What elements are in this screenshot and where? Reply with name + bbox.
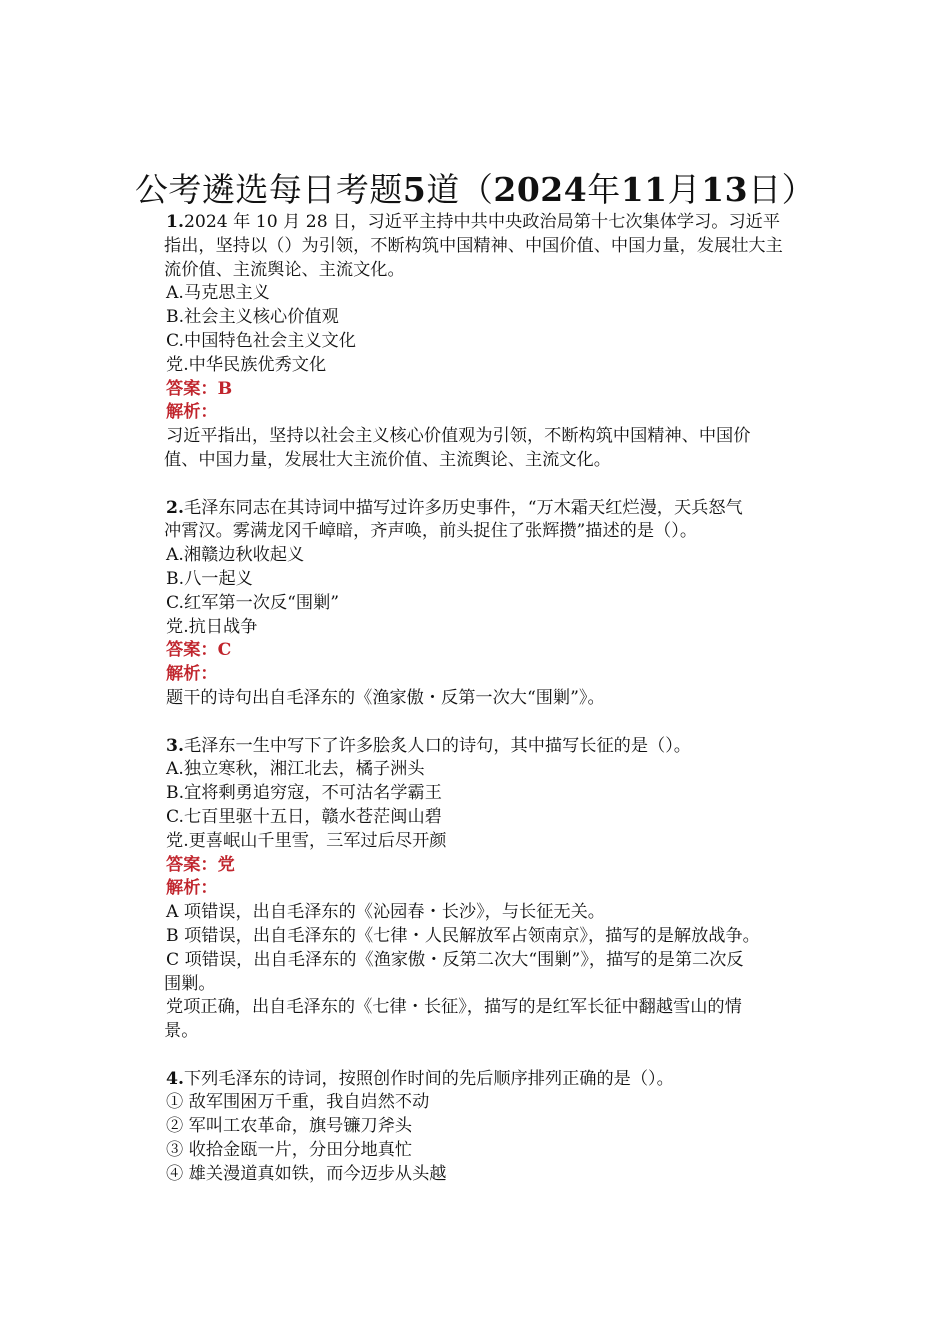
analysis-line: B 项错误，出自毛泽东的《七律・人民解放军占领南京》，描写的是解放战争。 [166, 925, 760, 946]
spacer [166, 1044, 832, 1068]
title-month: 11 [620, 170, 668, 209]
stem-line: 下列毛泽东的诗词，按照创作时间的先后顺序排列正确的是（）。 [183, 1068, 674, 1089]
option-a: A.马克思主义 [166, 283, 270, 304]
option-a: A.独立寒秋，湘江北去，橘子洲头 [166, 759, 425, 780]
item-3: ③ 收拾金瓯一片，分田分地真忙 [166, 1140, 413, 1161]
question-stem [166, 211, 832, 235]
title-year: 2024 [493, 170, 588, 209]
analysis-line: 围剿。 [164, 973, 216, 994]
analysis-label: 解析： [166, 402, 218, 423]
question-number: 1. [166, 212, 184, 232]
stem-line: 流价值、主流舆论、主流文化。 [164, 259, 405, 280]
question-stem [166, 1068, 832, 1092]
stem-line: 指出，坚持以（）为引领，不断构筑中国精神、中国价值、中国力量，发展壮大主 [164, 235, 783, 256]
stem-line: 毛泽东同志在其诗词中描写过许多历史事件，“万木霜天红烂漫，天兵怒气 [183, 497, 743, 518]
question-stem [166, 497, 832, 521]
analysis-line: C 项错误，出自毛泽东的《渔家傲・反第二次大“围剿”》，描写的是第二次反 [166, 949, 744, 970]
option-c: C.中国特色社会主义文化 [166, 330, 356, 351]
question-stem [166, 735, 832, 759]
option-c: C.红军第一次反“围剿” [166, 592, 340, 613]
question-number: 2. [166, 497, 184, 518]
spacer [166, 473, 832, 497]
question-number: 3. [166, 735, 184, 756]
item-2: ② 军叫工农革命，旗号镰刀斧头 [166, 1116, 413, 1137]
option-b: B.宜将剩勇追穷寇，不可沽名学霸王 [166, 783, 442, 804]
analysis-line: 题干的诗句出自毛泽东的《渔家傲・反第一次大“围剿”》。 [166, 687, 605, 708]
question-4 [166, 1068, 832, 1187]
analysis-line: 值、中国力量，发展壮大主流价值、主流舆论、主流文化。 [164, 449, 611, 470]
analysis-line: 党项正确，出自毛泽东的《七律・长征》，描写的是红军长征中翻越雪山的情 [166, 997, 742, 1018]
title-count: 5 [402, 170, 427, 209]
title-text: 月 [667, 170, 702, 209]
option-b: B.八一起义 [166, 568, 253, 589]
stem-line: 冲霄汉。雾满龙冈千嶂暗，齐声唤，前头捉住了张辉攒”描述的是（）。 [164, 521, 698, 542]
option-d: 党.抗日战争 [166, 616, 258, 637]
stem-line: 2024 年 10 月 28 日，习近平主持中共中央政治局第十七次集体学习。习近平 [183, 212, 781, 232]
item-4: ④ 雄关漫道真如铁，而今迈步从头越 [166, 1163, 447, 1184]
title-day: 13 [701, 170, 749, 209]
title-text: 道（ [426, 170, 494, 209]
option-a: A.湘赣边秋收起义 [166, 545, 305, 566]
option-d: 党.中华民族优秀文化 [166, 354, 327, 375]
analysis-line: 景。 [164, 1021, 199, 1042]
question-number: 4. [166, 1068, 184, 1089]
answer-label: 答案：党 [166, 854, 235, 875]
question-list [166, 211, 832, 1187]
question-2 [166, 497, 832, 711]
item-1: ① 敌军围困万千重，我自岿然不动 [166, 1092, 430, 1113]
analysis-line: A 项错误，出自毛泽东的《沁园春・长沙》，与长征无关。 [166, 902, 605, 923]
analysis-label: 解析： [166, 664, 218, 685]
answer-label: 答案：C [166, 640, 232, 661]
title-prefix: 公考遴选每日考题 [134, 170, 403, 209]
answer-label: 答案：B [166, 378, 233, 399]
spacer [166, 711, 832, 735]
analysis-label: 解析： [166, 878, 218, 899]
option-c: C.七百里驱十五日，赣水苍茫闽山碧 [166, 806, 442, 827]
title-text: 年 [587, 170, 621, 209]
stem-line: 毛泽东一生中写下了许多脍炙人口的诗句，其中描写长征的是（）。 [183, 735, 691, 756]
option-d: 党.更喜岷山千里雪，三军过后尽开颜 [166, 830, 447, 851]
analysis-line: 习近平指出，坚持以社会主义核心价值观为引领，不断构筑中国精神、中国价 [166, 426, 751, 447]
option-b: B.社会主义核心价值观 [166, 307, 339, 328]
question-3 [166, 735, 832, 1044]
page-title [0, 170, 950, 210]
question-1 [166, 211, 832, 473]
title-text: 日） [748, 170, 816, 209]
